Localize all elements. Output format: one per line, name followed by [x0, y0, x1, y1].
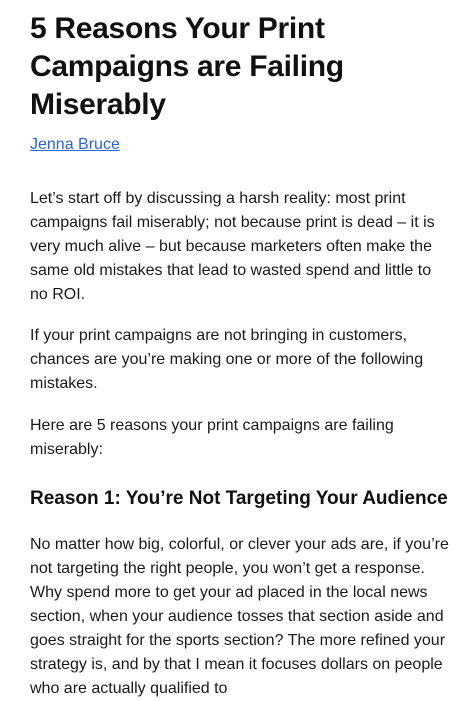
body-paragraph: If your print campaigns are not bringing in customers, chances are you’re making one or more of the following mistakes. — [30, 327, 424, 392]
section-paragraph: No matter how big, colorful, or clever your ads are, if you’re not targeting the right people, you won’t get a response. Why spend more to get your ad placed in the local news section, when your audience tosses that section aside and goes straight for the sports section? The more refined your strategy is, and by that I mean it focuses dollars on people who are actually qualified to — [30, 536, 449, 697]
article-title: 5 Reasons Your Print Campaigns are Failing Miserably — [30, 12, 344, 121]
section-heading: Reason 1: You’re Not Targeting Your Audience — [30, 488, 448, 509]
author-link[interactable]: Jenna Bruce — [30, 136, 120, 153]
intro-paragraph: Let’s start off by discussing a harsh reality: most print campaigns fail miserably; not because print is dead – it is very much alive – but because marketers often make the same old mistakes that lead to wasted spend and little to no ROI. — [30, 190, 435, 303]
article — [30, 10, 450, 701]
list-intro-paragraph: Here are 5 reasons your print campaigns are failing miserably: — [30, 417, 394, 458]
